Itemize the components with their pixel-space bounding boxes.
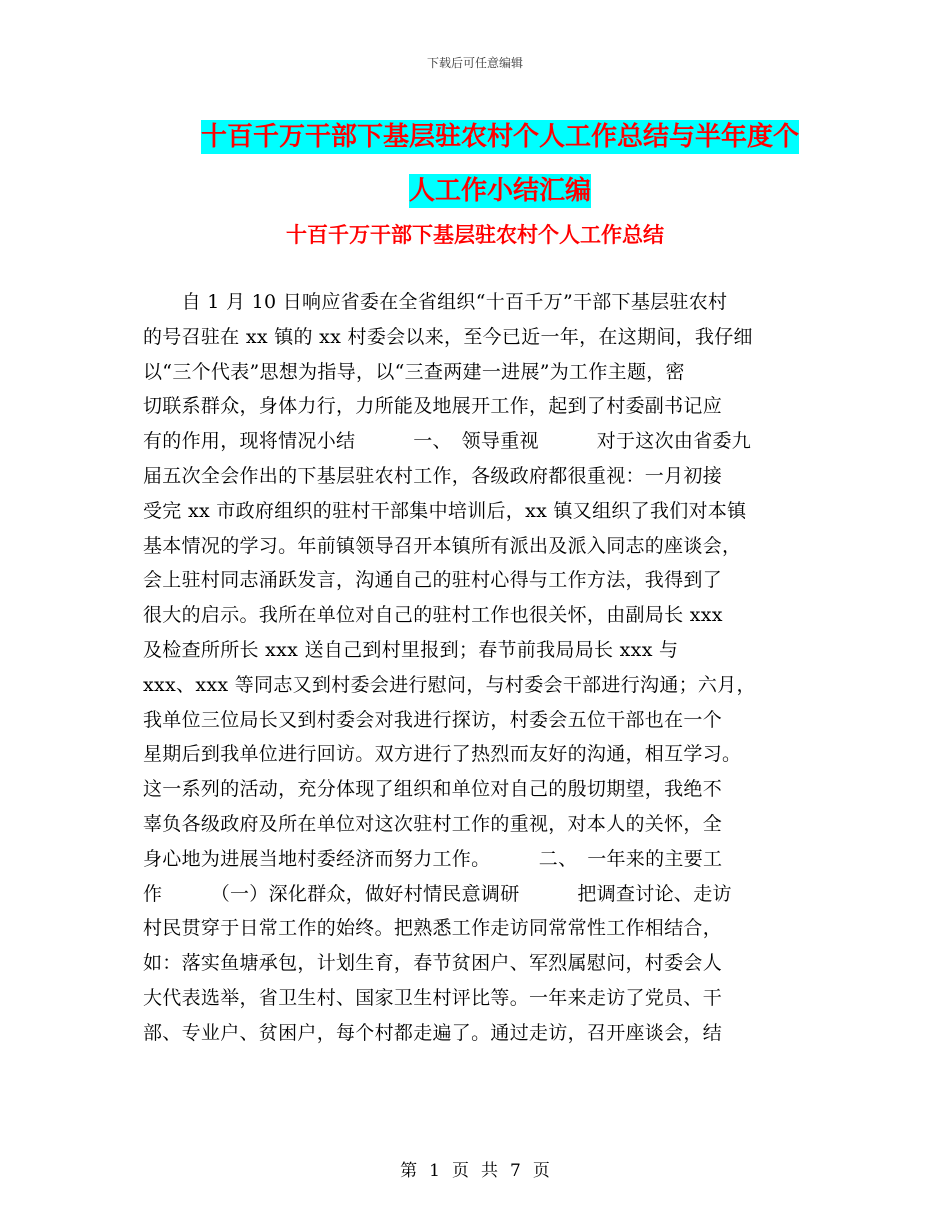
- body-line: 星期后到我单位进行回访。双方进行了热烈而友好的沟通，相互学习。: [143, 743, 742, 766]
- page-footer: [0, 1156, 950, 1181]
- footer-prefix: 第: [400, 1161, 418, 1181]
- body-line: 以“三个代表”思想为指导，以“三查两建一进展”为工作主题，密: [143, 360, 685, 383]
- body-line: 及检查所所长 xxx 送自己到村里报到；春节前我局局长 xxx 与: [143, 638, 679, 661]
- section-title: 十百千万干部下基层驻农村个人工作总结: [286, 222, 664, 247]
- body-line: 会上驻村同志涌跃发言，沟通自己的驻村心得与工作方法，我得到了: [143, 569, 723, 592]
- footer-suffix: 页: [532, 1161, 550, 1181]
- body-paragraph: [143, 285, 808, 1051]
- document-title: [160, 110, 840, 218]
- body-line: 这一系列的活动，充分体现了组织和单位对自己的殷切期望，我绝不: [143, 778, 723, 801]
- footer-total-pages: 7: [510, 1161, 521, 1181]
- title-line-2: 人工作小结汇编: [408, 176, 591, 206]
- body-line: 村民贯穿于日常工作的始终。把熟悉工作走访同常常性工作相结合，: [143, 917, 723, 940]
- page-header: 下载后可任意编辑: [426, 56, 523, 70]
- footer-total-word: 共: [481, 1161, 498, 1181]
- body-line: 身心地为进展当地村委经济而努力工作。 二、 一年来的主要工: [143, 847, 723, 870]
- body-line: 如：落实鱼塘承包，计划生育，春节贫困户、军烈属慰问，村委会人: [143, 952, 723, 975]
- body-line: 有的作用，现将情况小结 一、 领导重视 对于这次由省委九: [143, 430, 752, 453]
- body-line: 大代表选举，省卫生村、国家卫生村评比等。一年来走访了党员、干: [143, 986, 723, 1009]
- body-line: 自 1 月 10 日响应省委在全省组织“十百千万”干部下基层驻农村: [143, 291, 728, 313]
- footer-page-word: 页: [452, 1161, 469, 1181]
- footer-page-number: 1: [429, 1161, 440, 1181]
- body-line: 的号召驻在 xx 镇的 xx 村委会以来，至今已近一年，在这期间，我仔细: [143, 325, 753, 348]
- body-line: 届五次全会作出的下基层驻农村工作，各级政府都很重视：一月初接: [143, 464, 723, 487]
- body-line: 很大的启示。我所在单位对自己的驻村工作也很关怀，由副局长 xxx: [143, 604, 723, 627]
- body-line: 受完 xx 市政府组织的驻村干部集中培训后，xx 镇又组织了我们对本镇: [143, 499, 747, 522]
- body-line: 基本情况的学习。年前镇领导召开本镇所有派出及派入同志的座谈会，: [143, 534, 742, 557]
- body-line: 作 （一）深化群众，做好村情民意调研 把调查讨论、走访: [143, 882, 732, 905]
- body-line: 切联系群众，身体力行，力所能及地展开工作，起到了村委副书记应: [143, 395, 723, 418]
- body-line: 部、专业户、贫困户，每个村都走遍了。通过走访，召开座谈会，结: [143, 1021, 723, 1044]
- body-line: 辜负各级政府及所在单位对这次驻村工作的重视，对本人的关怀，全: [143, 812, 723, 835]
- title-line-1: 十百千万干部下基层驻农村个人工作总结与半年度个: [200, 122, 799, 152]
- body-line: 我单位三位局长又到村委会对我进行探访，村委会五位干部也在一个: [143, 708, 723, 731]
- body-line: xxx、xxx 等同志又到村委会进行慰问，与村委会干部进行沟通；六月，: [143, 673, 756, 696]
